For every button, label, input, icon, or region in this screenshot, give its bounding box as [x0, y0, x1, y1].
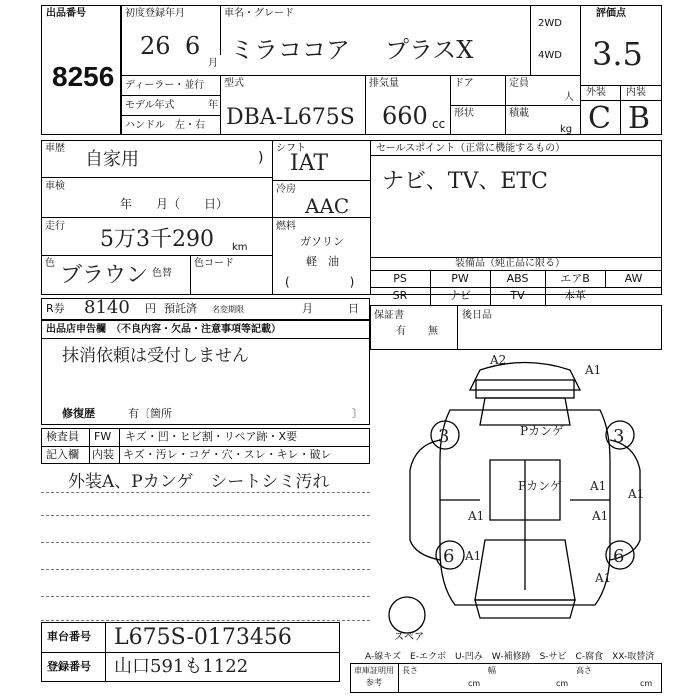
kg-unit: kg	[560, 124, 573, 135]
recycle-amount: 8140	[84, 297, 130, 318]
inspection-text: 年 月（ 日）	[120, 197, 229, 211]
grade-label: 評価点	[596, 8, 626, 19]
in-label: 内装	[92, 448, 114, 461]
name-change-label: 名変期限	[212, 305, 244, 314]
chassis-label: 車台番号	[47, 630, 91, 643]
warranty-label: 保証書	[374, 310, 404, 321]
shift-label: シフト	[276, 143, 306, 154]
car-diagram	[380, 350, 670, 650]
type-value: DBA-L675S	[226, 105, 355, 130]
equip-sr: SR	[392, 289, 408, 302]
km-unit: km	[232, 242, 248, 253]
month-unit: 月	[208, 58, 218, 69]
size-box	[350, 663, 662, 693]
history-paren-close: )	[258, 150, 264, 166]
equip-leather: 本革	[564, 289, 586, 302]
recycle-month: 月	[302, 302, 313, 315]
car-grade: プラスX	[385, 36, 474, 64]
load-label: 積載	[509, 108, 529, 119]
first-reg-year: 26	[140, 32, 171, 60]
interior-label: 内装	[626, 87, 646, 98]
tire-rear-right: 3	[613, 426, 625, 447]
name-label: 車名・グレード	[224, 8, 294, 19]
size-label: 車庫証明用	[354, 666, 394, 675]
chassis-value: L675S-0173456	[114, 625, 292, 650]
width-label: 幅	[488, 666, 496, 675]
dmg-mark-pkange-center: Pカンゲ	[518, 479, 562, 493]
length-cm: cm	[468, 679, 481, 688]
recycle-yen: 円	[145, 302, 156, 315]
first-reg-label: 初度登録年月	[125, 8, 185, 19]
2wd-label: 2WD	[538, 18, 562, 29]
inspection-label: 車検	[45, 181, 65, 192]
fuel-gasoline: ガソリン	[300, 235, 344, 248]
equipment-title: 装備品（純正品に限る）	[455, 258, 565, 269]
equip-aw: AW	[624, 272, 643, 285]
color-code-label: 色コード	[194, 258, 234, 269]
warranty-box	[370, 305, 662, 350]
equip-pw: PW	[451, 272, 469, 285]
equip-tv: TV	[510, 289, 525, 302]
equip-abs: ABS	[506, 272, 529, 285]
repair-text: 有〔箇所	[128, 407, 172, 420]
fw-items: キズ・凹・ヒビ割・リペア跡・X要	[125, 430, 298, 443]
legend-text: A-線キズ E-エクボ U-凹み W-補修跡 S-サビ C-腐食 XX-取替済	[365, 652, 655, 662]
displacement-value: 660	[382, 102, 428, 130]
tire-front-right: 6	[613, 546, 625, 567]
lot-number: 8256	[52, 61, 115, 92]
color-value: ブラウン	[60, 263, 149, 288]
later-label: 後日品	[462, 310, 492, 321]
recycle-deposit: 預託済	[164, 302, 197, 315]
person-unit: 人	[564, 92, 574, 103]
inspector-label: 検査員	[46, 430, 79, 443]
type-label: 型式	[224, 78, 244, 89]
year-unit: 年	[208, 100, 218, 111]
registration-value: 山口591も1122	[114, 656, 249, 677]
capacity-label: 定員	[509, 78, 529, 89]
dmg-mark-pkange-roof: Pカンゲ	[520, 424, 564, 438]
interior-value: B	[628, 101, 651, 136]
exterior-value: C	[588, 101, 611, 136]
dmg-mark-a2-rear: A2	[490, 353, 507, 367]
color-label: 色	[45, 258, 55, 269]
entry-label: 記入欄	[46, 448, 79, 461]
recycle-label: R券	[46, 302, 65, 315]
grade-value: 3.5	[592, 35, 643, 73]
door-label: ドア	[454, 78, 474, 89]
fuel-diesel: 軽 油	[306, 255, 339, 268]
dmg-mark-a1-left: A1	[468, 509, 485, 523]
displacement-unit: cc	[432, 117, 446, 131]
spare-label: スペア	[394, 632, 424, 643]
exterior-label: 外装	[586, 87, 606, 98]
dmg-mark-a1-rear: A1	[585, 363, 602, 377]
history-value: 自家用	[85, 149, 139, 170]
declaration-text: 抹消依頼は受付しません	[62, 346, 249, 366]
sales-value: ナビ、TV、ETC	[382, 169, 548, 194]
shift-value: IAT	[290, 151, 329, 176]
registration-label: 登録番号	[47, 660, 91, 673]
model-year-label: モデル年式	[125, 100, 175, 111]
dmg-mark-a1-left2: A1	[465, 549, 482, 563]
warranty-yes: 有	[396, 326, 406, 337]
sales-label: セールスポイント（正常に機能するもの）	[376, 143, 566, 154]
tire-rear-left: 3	[438, 426, 450, 447]
recycle-day: 日	[348, 302, 359, 315]
ac-value: AAC	[305, 194, 350, 218]
color-change-label: 色替	[152, 268, 172, 279]
equip-navi: ナビ	[449, 289, 471, 302]
warranty-no: 無	[428, 326, 438, 337]
repair-close: 〕	[352, 407, 363, 420]
shape-label: 形状	[454, 108, 474, 119]
dmg-mark-a1-front: A1	[595, 571, 612, 585]
dealer-label: ディーラー・並行	[125, 80, 205, 91]
car-name: ミラココア	[230, 36, 350, 64]
in-items: キズ・汚レ・コゲ・穴・スレ・キレ・破レ	[123, 448, 332, 461]
dmg-mark-a1-right3: A1	[592, 509, 609, 523]
ac-label: 冷房	[276, 184, 296, 195]
fuel-label: 燃料	[276, 221, 296, 232]
equip-ps: PS	[393, 272, 407, 285]
height-label: 高さ	[576, 666, 592, 675]
inspector-note: 外装A、Pカンゲ シートシミ汚れ	[68, 472, 330, 492]
history-label: 車歴	[45, 143, 65, 154]
displacement-label: 排気量	[369, 78, 399, 89]
dmg-mark-a1-right2: A1	[628, 487, 645, 501]
fw-label: FW	[94, 430, 112, 443]
handle-label: ハンドル 左・右	[125, 120, 205, 131]
first-reg-month: 6	[185, 32, 201, 60]
mileage-value: 5万3千290	[100, 227, 214, 252]
fuel-paren: ( )	[285, 275, 355, 289]
height-cm: cm	[640, 679, 653, 688]
length-label: 長さ	[402, 666, 418, 675]
4wd-label: 4WD	[538, 50, 562, 61]
declaration-label: 出品店申告欄 （不良内容・欠品・注意事項等記載）	[46, 324, 281, 335]
ref-label: 参考	[366, 678, 382, 687]
repair-label: 修復歴	[62, 407, 95, 420]
equip-airbag: エアB	[560, 272, 590, 285]
mileage-label: 走行	[45, 221, 65, 232]
dmg-mark-a1-right1: A1	[590, 479, 607, 493]
width-cm: cm	[556, 679, 569, 688]
tire-front-left: 6	[443, 546, 455, 567]
lot-label: 出品番号	[46, 8, 86, 19]
